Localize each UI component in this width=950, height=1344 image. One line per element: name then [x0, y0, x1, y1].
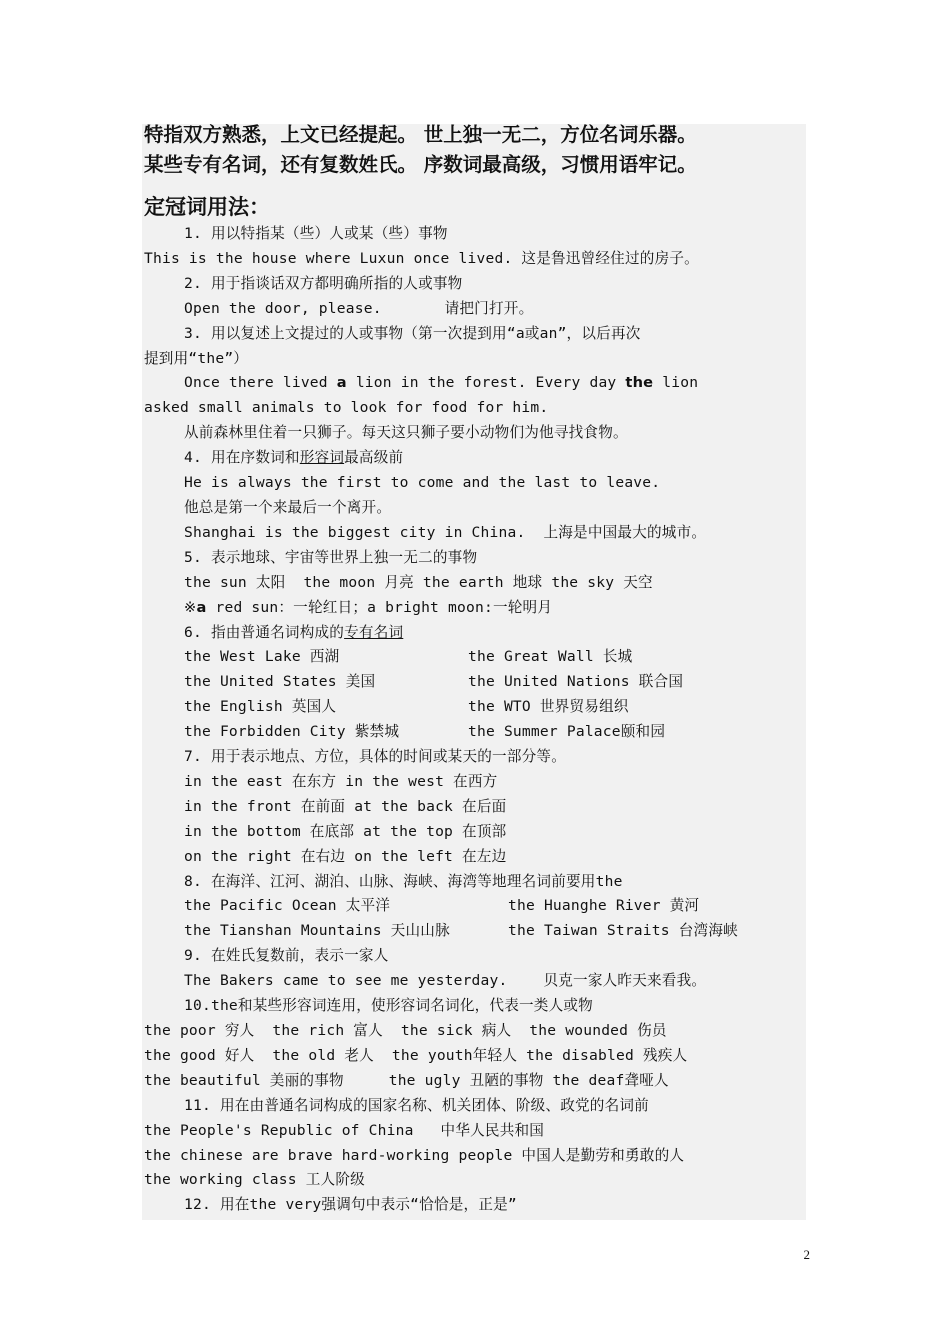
rule-3-title: 3. 用以复述上文提过的人或事物（第一次提到用“a或an”，以后再次: [184, 324, 641, 342]
content-block: [144, 120, 809, 1218]
rule-1-title: 1. 用以特指某（些）人或某（些）事物: [184, 225, 448, 242]
rule-5-title: 5. 表示地球、宇宙等世界上独一无二的事物: [184, 548, 478, 566]
rule-3-example: Once there lived a lion in the forest. Every day the lion: [184, 374, 699, 392]
rule-11-example: the working class 工人阶级: [144, 1171, 365, 1189]
rule-10-example: the good 好人 the old 老人 the youth年轻人 the disabled 残疾人: [144, 1046, 688, 1064]
rule-11-example: the People's Republic of China 中华人民共和国: [144, 1121, 545, 1139]
rule-4-example-1: He is always the first to come and the last to leave.: [184, 474, 661, 492]
rule-7-example: in the front 在前面 at the back 在后面: [184, 797, 507, 815]
rule-6-row: the English 英国人 the WTO 世界贸易组织: [184, 698, 629, 716]
rule-11-example: the chinese are brave hard-working people 中国人是勤劳和勇敢的人: [144, 1146, 685, 1164]
rule-8-row: the Pacific Ocean 太平洋 the Huanghe River 黄河: [184, 897, 700, 915]
rule-9-title: 9. 在姓氏复数前，表示一家人: [184, 947, 389, 965]
section-heading: 定冠词用法：: [144, 194, 270, 219]
rule-3-title-cont: 提到用“the”）: [144, 349, 249, 367]
rhyme-line-1: 特指双方熟悉，上文已经提起。 世上独一无二，方位名词乐器。: [144, 123, 697, 146]
page-number: 2: [803, 1247, 810, 1262]
rule-6-row: the West Lake 西湖 the Great Wall 长城: [184, 648, 633, 666]
rule-10-example: the poor 穷人 the rich 富人 the sick 病人 the wounded 伤员: [144, 1022, 667, 1039]
rule-7-example: in the bottom 在底部 at the top 在顶部: [184, 822, 507, 840]
rule-9-example: The Bakers came to see me yesterday. 贝克一家人昨天来看我。: [184, 972, 707, 990]
rule-8-title: 8. 在海洋、江河、湖泊、山脉、海峡、海湾等地理名词前要用the: [184, 872, 623, 890]
rule-4-title: 4. 用在序数词和形容词最高级前: [184, 449, 404, 467]
rule-2-title: 2. 用于指谈话双方都明确所指的人或事物: [184, 274, 463, 292]
rule-7-example: on the right 在右边 on the left 在左边: [184, 847, 507, 865]
rule-7-title: 7. 用于表示地点、方位，具体的时间或某天的一部分等。: [184, 748, 567, 766]
rule-5-note: ※a red sun：一轮红日；a bright moon:一轮明月: [184, 598, 553, 616]
rule-10-title: 10.the和某些形容词连用，使形容词名词化，代表一类人或物: [184, 997, 593, 1015]
rule-6-row: the Forbidden City 紫禁城 the Summer Palace颐和园: [184, 723, 666, 741]
rule-12-title: 12. 用在the very强调句中表示“恰恰是，正是”: [184, 1196, 517, 1214]
rhyme-line-2: 某些专有名词，还有复数姓氏。 序数词最高级，习惯用语牢记。: [144, 153, 697, 176]
rule-4-translation-1: 他总是第一个来最后一个离开。: [184, 498, 392, 516]
rule-1-example: This is the house where Luxun once lived. 这是鲁迅曾经住过的房子。: [144, 249, 699, 267]
rule-11-title: 11. 用在由普通名词构成的国家名称、机关团体、阶级、政党的名词前: [184, 1096, 649, 1114]
rule-5-example: the sun 太阳 the moon 月亮 the earth 地球 the sky 天空: [184, 573, 653, 591]
rule-6-title: 6. 指由普通名词构成的专有名词: [184, 623, 404, 641]
reference-mark-icon: ※: [184, 598, 197, 616]
rule-2-example: Open the door, please. 请把门打开。: [184, 299, 534, 317]
rule-6-row: the United States 美国 the United Nations 联合国: [184, 673, 684, 691]
rule-4-example-2: Shanghai is the biggest city in China. 上海是中国最大的城市。: [184, 523, 707, 541]
rule-3-translation: 从前森林里住着一只狮子。每天这只狮子要小动物们为他寻找食物。: [184, 424, 628, 442]
rule-3-example-cont: asked small animals to look for food for him.: [144, 399, 549, 417]
rule-7-example: in the east 在东方 in the west 在西方: [184, 772, 498, 790]
rule-8-row: the Tianshan Mountains 天山山脉 the Taiwan Straits 台湾海峡: [184, 922, 738, 940]
rule-10-example: the beautiful 美丽的事物 the ugly 丑陋的事物 the deaf聋哑人: [144, 1071, 669, 1089]
